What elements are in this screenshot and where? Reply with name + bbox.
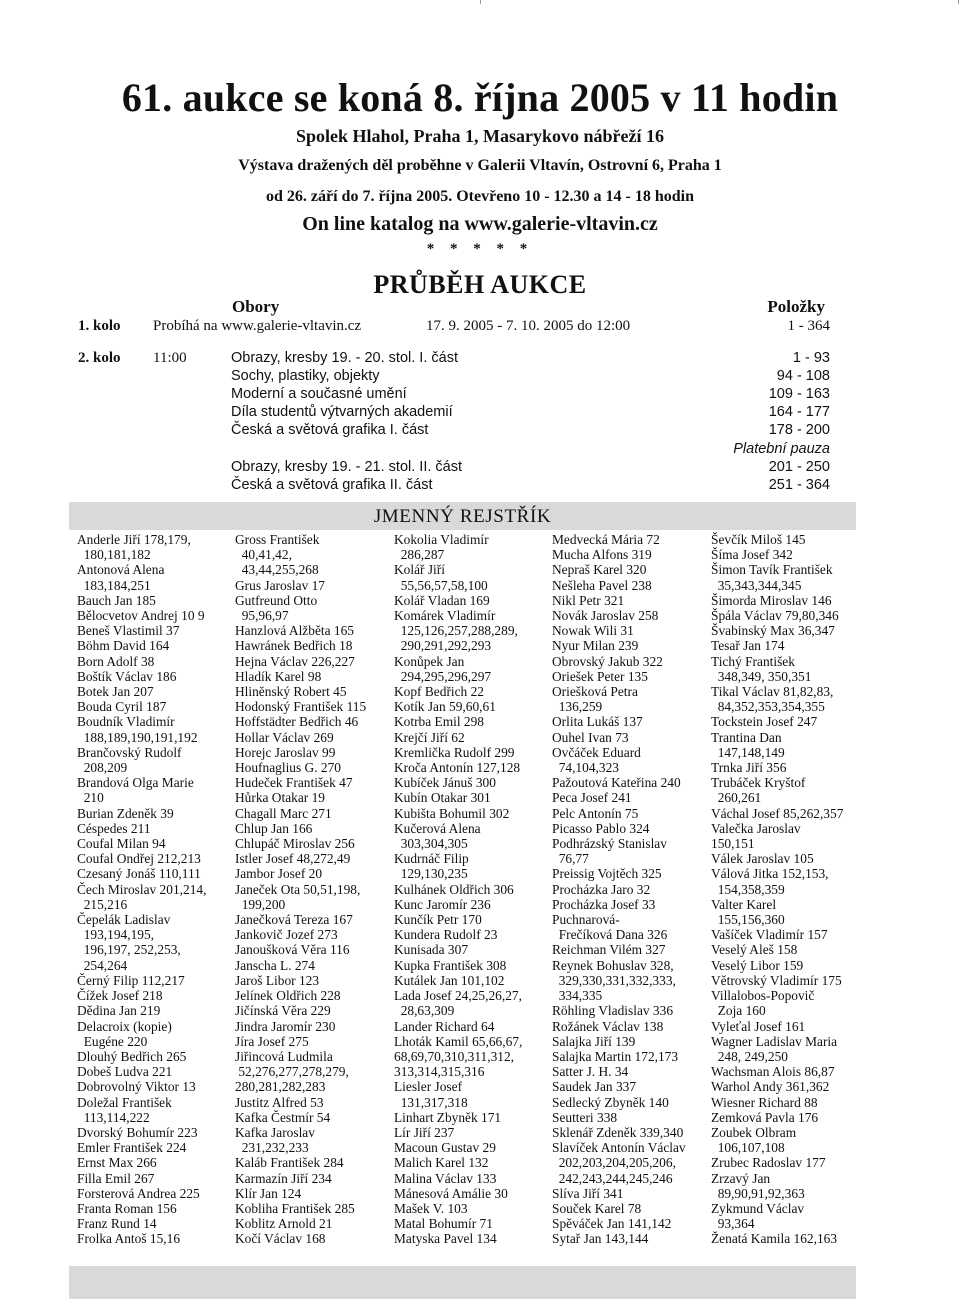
register-entry: Eugéne 220 — [77, 1033, 148, 1049]
register-entry: Céspedes 211 — [77, 820, 151, 836]
register-entry: Obrovský Jakub 322 — [552, 653, 663, 669]
register-entry: 74,104,323 — [552, 760, 619, 776]
register-entry: Veselý Libor 159 — [711, 957, 804, 973]
register-entry: Sklenář Zdeněk 339,340 — [552, 1124, 684, 1140]
register-entry: Nešleha Pavel 238 — [552, 577, 652, 593]
register-entry: Hoffstädter Bedřich 46 — [235, 714, 359, 730]
register-entry: Anderle Jiří 178,179, — [77, 532, 191, 547]
register-entry: 260,261 — [711, 790, 762, 806]
auction-title: 61. aukce se koná 8. října 2005 v 11 hodin — [121, 75, 839, 120]
register-entry: Forsterová Andrea 225 — [77, 1185, 200, 1201]
register-entry: Čepelák Ladislav — [77, 912, 171, 928]
register-entry: Bouda Cyril 187 — [77, 699, 167, 715]
register-entry: Dědina Jan 219 — [77, 1003, 161, 1019]
register-entry: 150,151 — [711, 836, 755, 852]
register-entry: 106,107,108 — [711, 1140, 785, 1156]
register-entry: Born Adolf 38 — [77, 653, 155, 669]
register-entry: 193,194,195, — [77, 927, 154, 943]
register-entry: Peca Josef 241 — [552, 790, 632, 806]
register-entry: Kaláb František 284 — [235, 1155, 344, 1171]
register-entry: Beneš Vlastimil 37 — [77, 623, 180, 639]
register-entry: Chlupáč Miroslav 256 — [235, 836, 355, 852]
register-entry: Kučerová Alena — [394, 820, 481, 836]
register-entry: 76,77 — [552, 851, 589, 867]
section-items: 164 - 177 — [768, 404, 830, 420]
register-entry: 248, 249,250 — [711, 1048, 788, 1064]
section-items: 109 - 163 — [768, 386, 830, 402]
register-entry: 40,41,42, — [235, 547, 292, 563]
register-entry: Hanzlová Alžběta 165 — [235, 623, 354, 639]
crop-mark — [958, 0, 959, 4]
register-entry: Tikal Václav 81,82,83, — [711, 684, 834, 700]
register-entry: Kubín Otakar 301 — [394, 790, 491, 806]
register-entry: Jičínská Věra 229 — [235, 1003, 331, 1019]
register-entry: Czesaný Jonáš 110,111 — [77, 866, 201, 882]
star-divider: * * * * * — [426, 241, 534, 257]
register-entry: Kroča Antonín 127,128 — [394, 760, 521, 776]
register-entry: Hladík Karel 98 — [235, 668, 322, 684]
section-items: 1 - 93 — [792, 350, 830, 366]
register-entry: Šimon Tavík František — [711, 562, 833, 578]
section-name: Obrazy, kresby 19. - 20. stol. I. část — [231, 350, 458, 366]
register-entry: Nikl Petr 321 — [552, 592, 625, 608]
round-1-dates: 17. 9. 2005 - 7. 10. 2005 do 12:00 — [426, 318, 631, 334]
register-column — [235, 532, 366, 1247]
register-entry: Boudník Vladimír — [77, 714, 175, 730]
register-entry: Spěváček Jan 141,142 — [552, 1216, 672, 1232]
section-name: Moderní a současné umění — [231, 386, 407, 402]
register-entry: Horejc Jaroslav 99 — [235, 744, 336, 760]
register-entry: Emler František 224 — [77, 1140, 187, 1156]
register-entry: Boštík Václav 186 — [77, 668, 177, 684]
register-entry: Salajka Jiří 139 — [552, 1033, 636, 1049]
register-entry: Macoun Gustav 29 — [394, 1140, 496, 1156]
register-entry: Liesler Josef — [394, 1079, 463, 1095]
register-entry: Jaroš Libor 123 — [235, 972, 320, 988]
register-entry: Procházka Jaro 32 — [552, 881, 651, 897]
register-entry: Delacroix (kopie) — [77, 1018, 172, 1034]
register-entry: Kotík Jan 59,60,61 — [394, 699, 496, 715]
register-entry: Filla Emil 267 — [77, 1170, 155, 1186]
register-entry: 334,335 — [552, 988, 603, 1004]
section-items: 201 - 250 — [768, 459, 830, 475]
register-entry: Frečíková Dana 326 — [552, 927, 668, 943]
register-entry: 348,349, 350,351 — [711, 668, 812, 684]
register-entry: Kokolia Vladimír — [394, 532, 489, 547]
register-entry: Malina Václav 133 — [394, 1170, 497, 1186]
register-entry: Kubíček Jánuš 300 — [394, 775, 496, 791]
register-entry: Doležal František — [77, 1094, 172, 1110]
register-entry: Zrubec Radoslav 177 — [711, 1155, 826, 1171]
register-entry: Zykmund Václav — [711, 1200, 805, 1216]
register-entry: Lander Richard 64 — [394, 1018, 495, 1034]
register-entry: Kremlička Rudolf 299 — [394, 744, 515, 760]
online-catalog-line: On line katalog na www.galerie-vltavin.cz — [302, 213, 658, 235]
register-entry: Brančovský Rudolf — [77, 744, 182, 760]
register-entry: Kolář Jiří — [394, 562, 445, 578]
register-entry: Jelínek Oldřich 228 — [235, 988, 341, 1004]
register-entry: Kupka František 308 — [394, 957, 507, 973]
register-entry: Kafka Jaroslav — [235, 1124, 315, 1140]
register-entry: Kundera Rudolf 23 — [394, 927, 498, 943]
round-1-text: Probíhá na www.galerie-vltavin.cz — [153, 318, 362, 334]
register-entry: Kafka Čestmír 54 — [235, 1109, 331, 1125]
register-entry: Mašek V. 103 — [394, 1200, 468, 1216]
register-entry: Zemková Pavla 176 — [711, 1109, 819, 1125]
register-entry: Ernst Max 266 — [77, 1155, 157, 1171]
register-entry: Kubišta Bohumil 302 — [394, 805, 510, 821]
register-entry: Valečka Jaroslav — [711, 820, 801, 836]
register-entry: Reynek Bohuslav 328, — [552, 957, 674, 973]
register-entry: 188,189,190,191,192 — [77, 729, 198, 745]
register-entry: Kutálek Jan 101,102 — [394, 972, 505, 988]
register-entry: Kudrnáč Filip — [394, 851, 469, 867]
register-entry: Franta Roman 156 — [77, 1200, 177, 1216]
register-entry: Kobliha František 285 — [235, 1200, 355, 1216]
register-entry: Linhart Zbyněk 171 — [394, 1109, 502, 1125]
progress-title: PRŮBĚH AUKCE — [373, 270, 587, 299]
register-entry: Reichman Vilém 327 — [552, 942, 666, 958]
register-entry: Chlup Jan 166 — [235, 820, 313, 836]
register-entry: Zoubek Olbram — [711, 1124, 797, 1140]
register-entry: Gross František — [235, 532, 320, 547]
register-entry: Hudeček František 47 — [235, 775, 353, 791]
register-entry: Wachsman Alois 86,87 — [711, 1064, 835, 1080]
register-entry: Malich Karel 132 — [394, 1155, 489, 1171]
register-entry: 93,364 — [711, 1216, 755, 1232]
register-entry: Kunisada 307 — [394, 942, 469, 958]
register-entry: Oriešková Petra — [552, 684, 638, 700]
register-entry: Kotrba Emil 298 — [394, 714, 485, 730]
register-entry: Zoja 160 — [711, 1003, 766, 1019]
register-entry: Podhrázský Stanislav — [552, 836, 667, 852]
register-entry: Houfnaglius G. 270 — [235, 760, 342, 776]
register-entry: 199,200 — [235, 896, 286, 912]
register-entry: Janeček Ota 50,51,198, — [235, 881, 361, 897]
register-entry: Tesař Jan 174 — [711, 638, 785, 654]
register-entry: Špála Václav 79,80,346 — [711, 608, 839, 624]
register-entry: Mánesová Amálie 30 — [394, 1185, 508, 1201]
register-entry: Nepraš Karel 320 — [552, 562, 647, 578]
register-entry: Tockstein Josef 247 — [711, 714, 818, 730]
opening-hours-line: od 26. září do 7. října 2005. Otevřeno 10 - 12.30 a 14 - 18 hodin — [266, 188, 694, 205]
register-entry: Medvecká Mária 72 — [552, 532, 660, 547]
register-entry: Valter Karel — [711, 896, 777, 912]
register-entry: 303,304,305 — [394, 836, 468, 852]
register-entry: Jindra Jaromír 230 — [235, 1018, 336, 1034]
register-entry: 231,232,233 — [235, 1140, 309, 1156]
register-entry: 196,197, 252,253, — [77, 942, 181, 958]
register-entry: 68,69,70,310,311,312, — [394, 1048, 515, 1064]
register-entry: Nowak Wili 31 — [552, 623, 634, 639]
register-entry: Matal Bohumír 71 — [394, 1216, 493, 1232]
section-name: Česká a světová grafika I. část — [231, 422, 429, 438]
register-entry: Dobeš Ludva 221 — [77, 1064, 173, 1080]
register-entry: 125,126,257,288,289, — [394, 623, 518, 639]
register-entry: Kočí Václav 168 — [235, 1231, 326, 1247]
register-entry: 215,216 — [77, 896, 128, 912]
register-entry: Válová Jitka 152,153, — [711, 866, 829, 882]
register-entry: Komárek Vladimír — [394, 608, 496, 624]
register-entry: Dlouhý Bedřich 265 — [77, 1048, 187, 1064]
crop-mark — [480, 0, 481, 4]
register-entry: Šimorda Miroslav 146 — [711, 592, 832, 608]
section-name: Sochy, plastiky, objekty — [231, 368, 380, 384]
payment-pause: Platební pauza — [733, 441, 830, 457]
register-entry: Trnka Jiří 356 — [711, 760, 787, 776]
register-entry: 147,148,149 — [711, 744, 785, 760]
register-entry: Frolka Antoš 15,16 — [77, 1231, 181, 1247]
register-entry: Villalobos-Popovič — [711, 988, 815, 1004]
register-entry: Sedlecký Zbyněk 140 — [552, 1094, 669, 1110]
register-entry: Karmazín Jiří 234 — [235, 1170, 332, 1186]
register-entry: Trantina Dan — [711, 729, 782, 745]
register-entry: Franz Rund 14 — [77, 1216, 157, 1232]
register-entry: 210 — [77, 790, 104, 806]
register-entry: Preissig Vojtěch 325 — [552, 866, 662, 882]
register-entry: 154,358,359 — [711, 881, 785, 897]
register-entry: Souček Karel 78 — [552, 1200, 642, 1216]
register-entry: 280,281,282,283 — [235, 1079, 326, 1095]
register-entry: Lada Josef 24,25,26,27, — [394, 988, 522, 1004]
register-entry: Botek Jan 207 — [77, 684, 154, 700]
register-entry: Bauch Jan 185 — [77, 592, 156, 608]
register-entry: Jankovič Jozef 273 — [235, 927, 338, 943]
register-entry: 254,264 — [77, 957, 128, 973]
register-entry: Vyleťal Josef 161 — [711, 1018, 806, 1034]
register-entry: Hůrka Otakar 19 — [235, 790, 325, 806]
register-entry: Sytař Jan 143,144 — [552, 1231, 649, 1247]
register-entry: Pelc Antonín 75 — [552, 805, 639, 821]
register-entry: Větrovský Vladimír 175 — [711, 972, 842, 988]
register-entry: 129,130,235 — [394, 866, 468, 882]
register-entry: Janečková Tereza 167 — [235, 912, 353, 928]
register-entry: Slíva Jiří 341 — [552, 1185, 624, 1201]
register-entry: 286,287 — [394, 547, 445, 563]
section-name: Díla studentů výtvarných akademií — [231, 404, 453, 420]
register-entry: Klír Jan 124 — [235, 1185, 302, 1201]
register-entry: Gutfreund Otto — [235, 592, 318, 608]
register-entry: Lhoták Kamil 65,66,67, — [394, 1033, 523, 1049]
register-entry: 84,352,353,354,355 — [711, 699, 825, 715]
register-entry: Böhm David 164 — [77, 638, 170, 654]
register-entry: Kolář Vladan 169 — [394, 592, 490, 608]
register-entry: 95,96,97 — [235, 608, 289, 624]
register-entry: Orlita Lukáš 137 — [552, 714, 643, 730]
register-entry: Krejčí Jiří 62 — [394, 729, 465, 745]
exhibition-line: Výstava dražených děl proběhne v Galerii Vltavín, Ostrovní 6, Praha 1 — [238, 157, 722, 174]
register-entry: 55,56,57,58,100 — [394, 577, 488, 593]
register-title: JMENNÝ REJSTŘÍK — [69, 502, 856, 530]
register-entry: Konůpek Jan — [394, 653, 465, 669]
register-entry: Janscha L. 274 — [235, 957, 315, 973]
register-entry: Picasso Pablo 324 — [552, 820, 650, 836]
register-entry: Hlinĕnský Robert 45 — [235, 684, 347, 700]
register-entry: Procházka Josef 33 — [552, 896, 656, 912]
register-entry: Dobrovolný Viktor 13 — [77, 1079, 196, 1095]
col-header-obory: Obory — [232, 297, 280, 316]
register-entry: Puchnarová- — [552, 912, 620, 928]
register-entry: Trubáček Kryštof — [711, 775, 806, 791]
register-entry: Rožánek Václav 138 — [552, 1018, 664, 1034]
register-entry: Kulhánek Oldřich 306 — [394, 881, 514, 897]
register-entry: Lír Jiří 237 — [394, 1124, 455, 1140]
register-entry: Švabinský Max 36,347 — [711, 623, 835, 639]
register-entry: Mucha Alfons 319 — [552, 547, 652, 563]
register-entry: Nyur Milan 239 — [552, 638, 639, 654]
register-entry: Röhling Vladislav 336 — [552, 1003, 674, 1019]
register-entry: Veselý Aleš 158 — [711, 942, 798, 958]
register-entry: Ovčáček Eduard — [552, 744, 641, 760]
footer-bar — [69, 1266, 856, 1299]
register-entry: 208,209 — [77, 760, 128, 776]
register-entry: Válek Jaroslav 105 — [711, 851, 814, 867]
register-entry: Coufal Milan 94 — [77, 836, 166, 852]
register-entry: Grus Jaroslav 17 — [235, 577, 326, 593]
register-entry: Hollar Václav 269 — [235, 729, 334, 745]
register-entry: 242,243,244,245,246 — [552, 1170, 673, 1186]
register-entry: Salajka Martin 172,173 — [552, 1048, 679, 1064]
register-entry: Pažoutová Kateřina 240 — [552, 775, 681, 791]
register-entry: Hawránek Bedřich 18 — [235, 638, 353, 654]
register-entry: Chagall Marc 271 — [235, 805, 332, 821]
register-entry: Warhol Andy 361,362 — [711, 1079, 830, 1095]
register-entry: 294,295,296,297 — [394, 668, 492, 684]
register-entry: Matyska Pavel 134 — [394, 1231, 497, 1247]
register-entry: Saudek Jan 337 — [552, 1079, 637, 1095]
register-entry: 313,314,315,316 — [394, 1064, 485, 1080]
register-entry: Seutteri 338 — [552, 1109, 618, 1125]
register-entry: Novák Jaroslav 258 — [552, 608, 659, 624]
col-header-polozky: Položky — [767, 297, 825, 316]
section-name: Obrazy, kresby 19. - 21. stol. II. část — [231, 459, 463, 475]
section-items: 94 - 108 — [776, 368, 830, 384]
register-entry: Slavíček Antonín Václav — [552, 1140, 686, 1156]
register-entry: Váchal Josef 85,262,357 — [711, 805, 844, 821]
register-entry: 113,114,222 — [77, 1109, 150, 1125]
section-name: Česká a světová grafika II. část — [231, 477, 433, 493]
register-entry: Ševčík Miloš 145 — [711, 532, 806, 547]
register-entry: Istler Josef 48,272,49 — [235, 851, 351, 867]
register-entry: Jambor Josef 20 — [235, 866, 323, 882]
register-entry: Kopf Bedřich 22 — [394, 684, 484, 700]
register-entry: Kunčík Petr 170 — [394, 912, 482, 928]
register-entry: 136,259 — [552, 699, 603, 715]
register-entry: Kunc Jaromír 236 — [394, 896, 491, 912]
register-entry: 329,330,331,332,333, — [552, 972, 676, 988]
register-entry: 28,63,309 — [394, 1003, 455, 1019]
register-entry: Burian Zdeněk 39 — [77, 805, 174, 821]
register-entry: Ouhel Ivan 73 — [552, 729, 629, 745]
register-entry: Hejna Václav 226,227 — [235, 653, 355, 669]
register-entry: Hodonský František 115 — [235, 699, 367, 715]
venue-line: Spolek Hlahol, Praha 1, Masarykovo nábřeží 16 — [295, 126, 664, 146]
register-column — [552, 532, 686, 1247]
register-entry: 131,317,318 — [394, 1094, 468, 1110]
register-entry: Jíra Josef 275 — [235, 1033, 309, 1049]
register-entry: Janoušková Věra 116 — [235, 942, 350, 958]
register-entry: 52,276,277,278,279, — [235, 1064, 349, 1080]
round-2-time: 11:00 — [153, 350, 187, 366]
register-entry: Jiřincová Ludmila — [235, 1048, 333, 1064]
round-1-label: 1. kolo — [78, 318, 121, 334]
round-1-items: 1 - 364 — [787, 318, 830, 334]
register-entry: Vašíček Vladimír 157 — [711, 927, 828, 943]
section-items: 178 - 200 — [768, 422, 830, 438]
register-entry: 43,44,255,268 — [235, 562, 319, 578]
register-entry: Dvorský Bohumír 223 — [77, 1124, 198, 1140]
register-entry: Antonová Alena — [77, 562, 165, 578]
register-entry: Satter J. H. 34 — [552, 1064, 629, 1080]
register-column — [711, 532, 843, 1247]
register-entry: Oriešek Peter 135 — [552, 668, 648, 684]
register-entry: Koblitz Arnold 21 — [235, 1216, 333, 1232]
register-column — [394, 532, 522, 1247]
register-entry: Šíma Josef 342 — [711, 547, 793, 563]
register-entry: Justitz Alfred 53 — [235, 1094, 324, 1110]
register-entry: 183,184,251 — [77, 577, 151, 593]
round-2-label: 2. kolo — [78, 350, 121, 366]
section-items: 251 - 364 — [768, 477, 830, 493]
register-entry: Čížek Josef 218 — [77, 988, 163, 1004]
register-entry: 89,90,91,92,363 — [711, 1185, 805, 1201]
register-entry: 155,156,360 — [711, 912, 785, 928]
register-entry: 202,203,204,205,206, — [552, 1155, 676, 1171]
register-entry: Bělocvetov Andrej 10 9 — [77, 608, 205, 624]
register-entry: 290,291,292,293 — [394, 638, 492, 654]
register-entry: Wagner Ladislav Maria — [711, 1033, 838, 1049]
register-entry: Ženatá Kamila 162,163 — [711, 1231, 838, 1247]
register-entry: Černý Filip 112,217 — [77, 972, 185, 988]
register-entry: 180,181,182 — [77, 547, 151, 563]
register-entry: Coufal Ondřej 212,213 — [77, 851, 201, 867]
register-entry: Tichý František — [711, 653, 795, 669]
register-entry: 35,343,344,345 — [711, 577, 802, 593]
register-entry: Wiesner Richard 88 — [711, 1094, 818, 1110]
register-column — [77, 532, 206, 1247]
register-entry: Čech Miroslav 201,214, — [77, 881, 207, 897]
register-entry: Brandová Olga Marie — [77, 775, 194, 791]
register-entry: Zrzavý Jan — [711, 1170, 771, 1186]
